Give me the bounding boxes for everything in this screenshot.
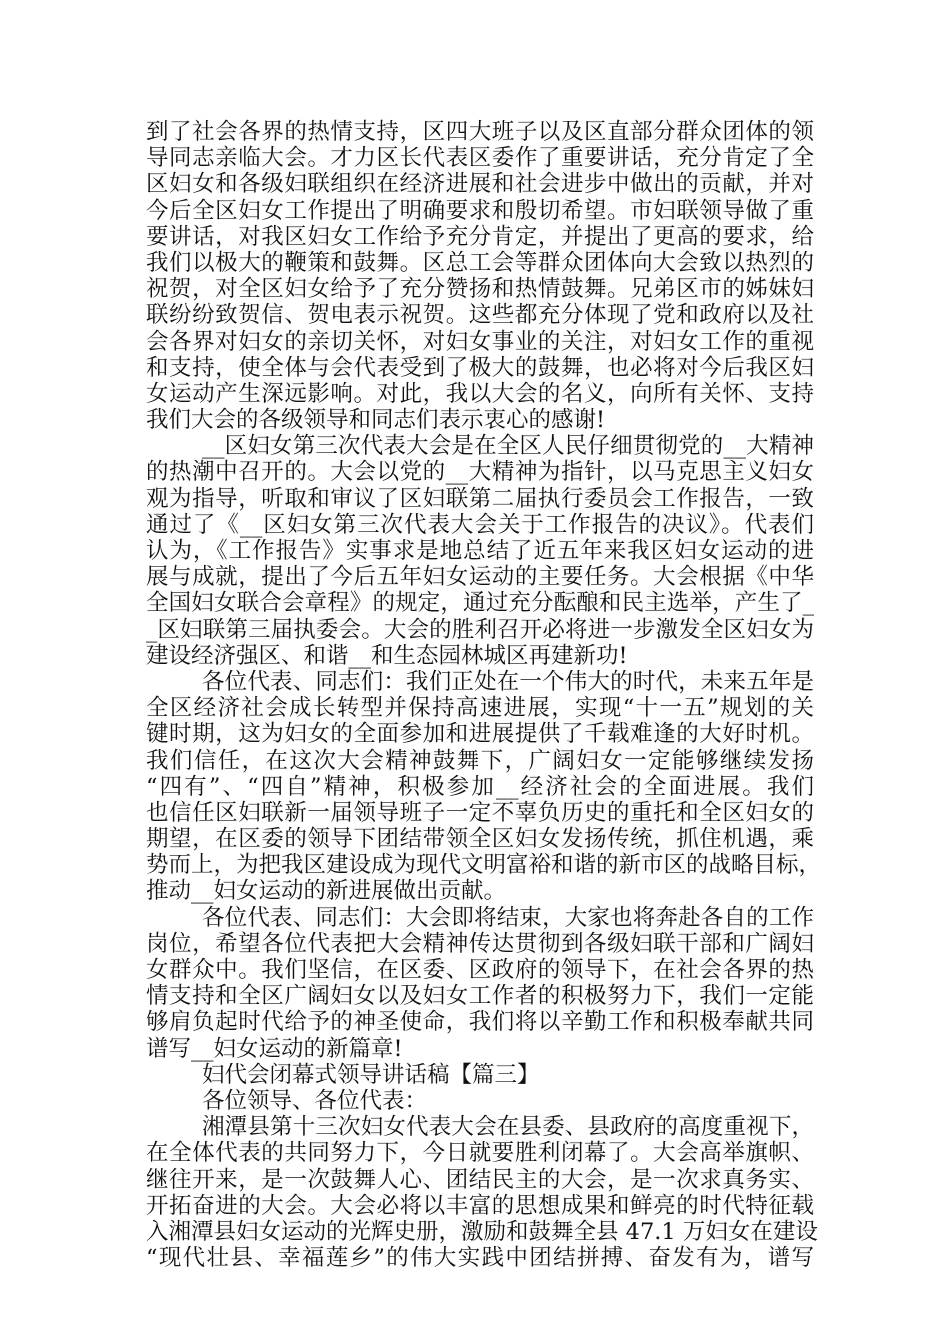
- text-line: 入湘潭县妇女运动的光辉史册，激励和鼓舞全县 47.1 万妇女在建设: [146, 1218, 818, 1245]
- text-line: 够肩负起时代给予的神圣使命，我们将以辛勤工作和积极奉献共同: [146, 1009, 814, 1036]
- text-line: 开拓奋进的大会。大会必将以丰富的思想成果和鲜亮的时代特征载: [146, 1192, 814, 1219]
- text-line: 势而上，为把我区建设成为现代文明富裕和谐的新市区的战略目标，: [146, 852, 822, 879]
- text-line: __区妇女第三次代表大会是在全区人民仔细贯彻党的__大精神: [202, 433, 814, 460]
- text-line: 岗位，希望各位代表把大会精神传达贯彻到各级妇联干部和广阔妇: [146, 930, 814, 957]
- text-line: 湘潭县第十三次妇女代表大会在县委、县政府的高度重视下，: [202, 1114, 814, 1141]
- text-line: 妇代会闭幕式领导讲话稿【篇三】: [202, 1061, 540, 1088]
- text-line: 今后全区妇女工作提出了明确要求和殷切希望。市妇联领导做了重: [146, 197, 814, 224]
- text-line: 也信任区妇联新一届领导班子一定不辜负历史的重托和全区妇女的: [146, 799, 814, 826]
- text-line: 会各界对妇女的亲切关怀，对妇女事业的关注，对妇女工作的重视: [146, 328, 814, 355]
- document-page: [146, 119, 822, 1272]
- text-line: 情支持和全区广阔妇女以及妇女工作者的积极努力下，我们一定能: [146, 983, 814, 1010]
- text-line: 认为，《工作报告》实事求是地总结了近五年来我区妇女运动的进: [146, 538, 814, 564]
- text-line: “四有”、“四自”精神，积极参加__经济社会的全面进展。我们: [146, 773, 814, 800]
- text-line: 各位领导、各位代表：: [202, 1087, 428, 1114]
- text-line: 展与成就，提出了今后五年妇女运动的主要任务。大会根据《中华: [146, 564, 814, 591]
- text-line: 女群众中。我们坚信，在区委、区政府的领导下，在社会各界的热: [146, 957, 814, 983]
- text-line: 的热潮中召开的。大会以党的__大精神为指针，以马克思主义妇女: [146, 459, 814, 486]
- text-line: 导同志亲临大会。才力区长代表区委作了重要讲话，充分肯定了全: [146, 145, 814, 172]
- text-line: 到了社会各界的热情支持，区四大班子以及区直部分群众团体的领: [146, 119, 814, 145]
- text-line: 各位代表、同志们：大会即将结束，大家也将奔赴各自的工作: [202, 904, 814, 931]
- text-line: 全区经济社会成长转型并保持高速进展，实现“十一五”规划的关: [146, 695, 814, 722]
- text-line: 建设经济强区、和谐__和生态园林城区再建新功!: [146, 642, 628, 669]
- text-line: “现代壮县、幸福莲乡”的伟大实践中团结拼搏、奋发有为，谱写: [146, 1245, 814, 1272]
- text-line: 我们以极大的鞭策和鼓舞。区总工会等群众团体向大会致以热烈的: [146, 249, 814, 276]
- text-line: 推动__妇女运动的新进展做出贡献。: [146, 878, 507, 905]
- text-line: 谱写__妇女运动的新篇章!: [146, 1035, 403, 1062]
- text-line: 祝贺，对全区妇女给予了充分赞扬和热情鼓舞。兄弟区市的姊妹妇: [146, 276, 814, 303]
- text-line: 继往开来，是一次鼓舞人心、团结民主的大会，是一次求真务实、: [146, 1166, 814, 1193]
- text-line: 通过了《__区妇女第三次代表大会关于工作报告的决议》。代表们: [146, 511, 814, 538]
- text-line: 我们信任，在这次大会精神鼓舞下，广阔妇女一定能够继续发扬: [146, 747, 814, 774]
- text-line: 区妇女和各级妇联组织在经济进展和社会进步中做出的贡献，并对: [146, 171, 814, 198]
- text-line: 键时期，这为妇女的全面参加和进展提供了千载难逢的大好时机。: [146, 721, 814, 748]
- text-line: _区妇联第三届执委会。大会的胜利召开必将进一步激发全区妇女为: [146, 616, 814, 643]
- text-line: 我们大会的各级领导和同志们表示衷心的感谢!: [146, 407, 606, 434]
- text-line: 和支持，使全体与会代表受到了极大的鼓舞，也必将对今后我区妇: [146, 354, 814, 381]
- text-line: 期望，在区委的领导下团结带领全区妇女发扬传统，抓住机遇，乘: [146, 826, 814, 853]
- text-line: 观为指导，听取和审议了区妇联第二届执行委员会工作报告，一致: [146, 485, 814, 512]
- text-line: 全国妇女联合会章程》的规定，通过充分酝酿和民主选举，产生了_: [146, 590, 814, 617]
- text-line: 联纷纷致贺信、贺电表示祝贺。这些都充分体现了党和政府以及社: [146, 302, 814, 329]
- text-line: 各位代表、同志们：我们正处在一个伟大的时代，未来五年是: [202, 668, 814, 695]
- text-line: 在全体代表的共同努力下，今日就要胜利闭幕了。大会高举旗帜、: [146, 1140, 814, 1167]
- text-line: 要讲话，对我区妇女工作给予充分肯定，并提出了更高的要求，给: [146, 223, 814, 250]
- text-line: 女运动产生深远影响。对此，我以大会的名义，向所有关怀、支持: [146, 380, 814, 407]
